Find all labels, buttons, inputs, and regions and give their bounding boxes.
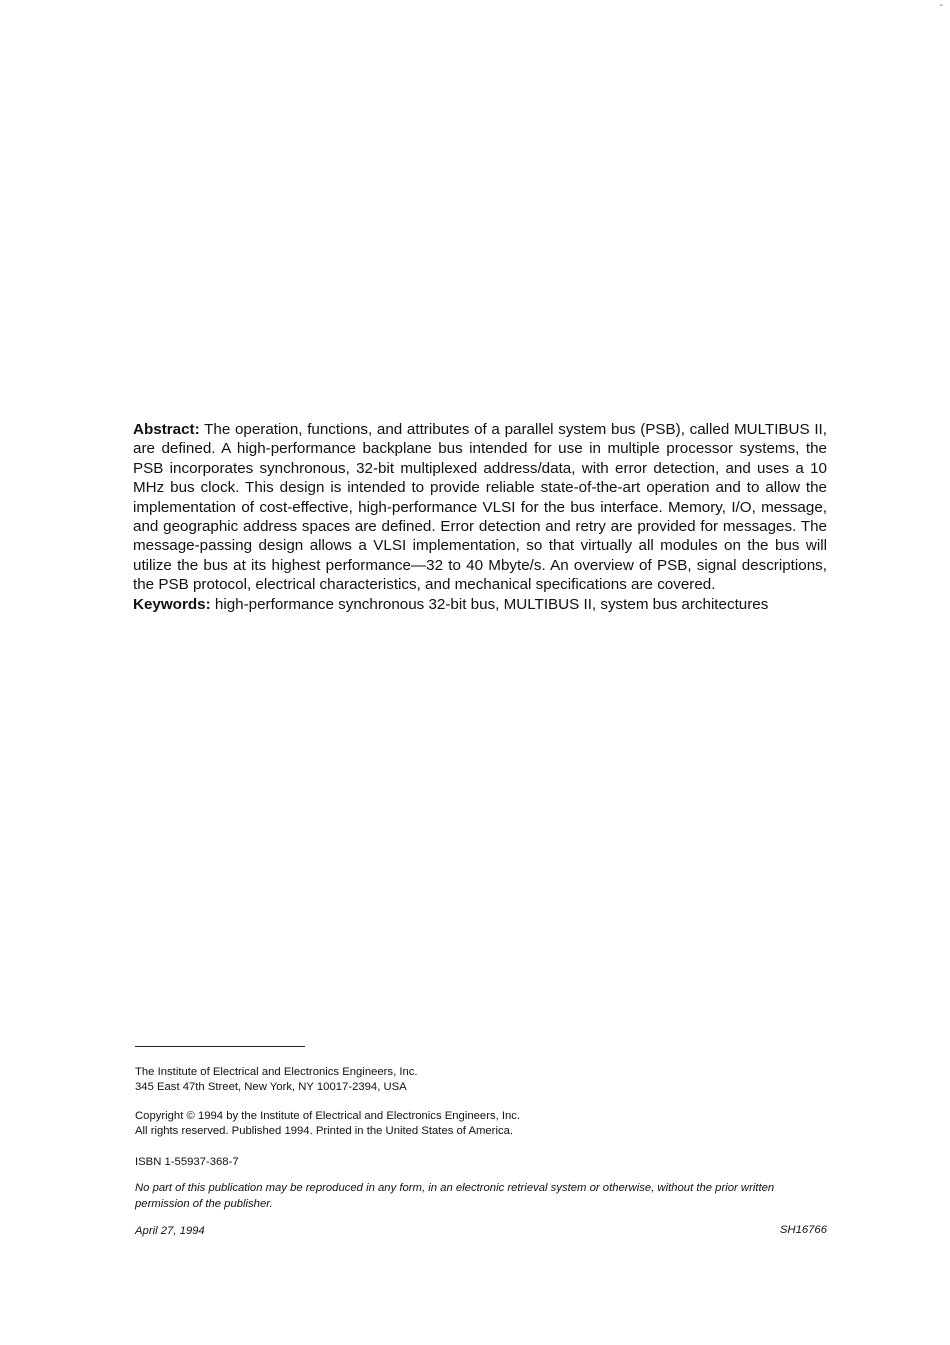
publication-date: April 27, 1994 (135, 1225, 205, 1237)
abstract-paragraph (133, 420, 827, 595)
document-code: SH16766 (779, 1224, 827, 1236)
publisher-address: 345 East 47th Street, New York, NY 10017-2394, USA (135, 1081, 407, 1093)
keywords-paragraph (133, 595, 827, 614)
keywords-label: Keywords: (133, 595, 211, 613)
reproduction-notice: No part of this publication may be reproduced in any form, in an electronic retrieval system or otherwise, without the prior written permission of the publisher. (135, 1182, 775, 1210)
abstract-text: The operation, functions, and attributes of a parallel system bus (PSB), called MULTIBUS II, are defined. A high-performance backplane bus intended for use in multiple processor systems, the PSB incorporates synchronous, 32-bit multiplexed address/data, with error detection, and uses a 10 MHz bus clock. This design is intended to provide reliable state-of-the-art operation and to allow the implementation of cost-effective, high-performance VLSI for the bus interface. Memory, I/O, message, and geographic address spaces are defined. Error detection and retry are provided for messages. The message-passing design allows a VLSI implementation, so that virtually all modules on the bus will utilize the bus at its highest performance—32 to 40 Mbyte/s. An overview of PSB, signal descriptions, the PSB protocol, electrical characteristics, and mechanical specifications are covered. (133, 421, 827, 594)
footnote-divider (135, 1046, 305, 1047)
isbn: ISBN 1-55937-368-7 (135, 1156, 239, 1168)
abstract-label: Abstract: (133, 421, 200, 438)
keywords-text: high-performance synchronous 32-bit bus, MULTIBUS II, system bus architectures (214, 595, 769, 613)
copyright-line-1: Copyright © 1994 by the Institute of Electrical and Electronics Engineers, Inc. (135, 1110, 521, 1122)
corner-mark: - (939, 0, 943, 11)
abstract-section (133, 420, 827, 614)
publisher-name: The Institute of Electrical and Electronics Engineers, Inc. (135, 1066, 418, 1078)
copyright-line-2: All rights reserved. Published 1994. Printed in the United States of America. (135, 1125, 514, 1137)
